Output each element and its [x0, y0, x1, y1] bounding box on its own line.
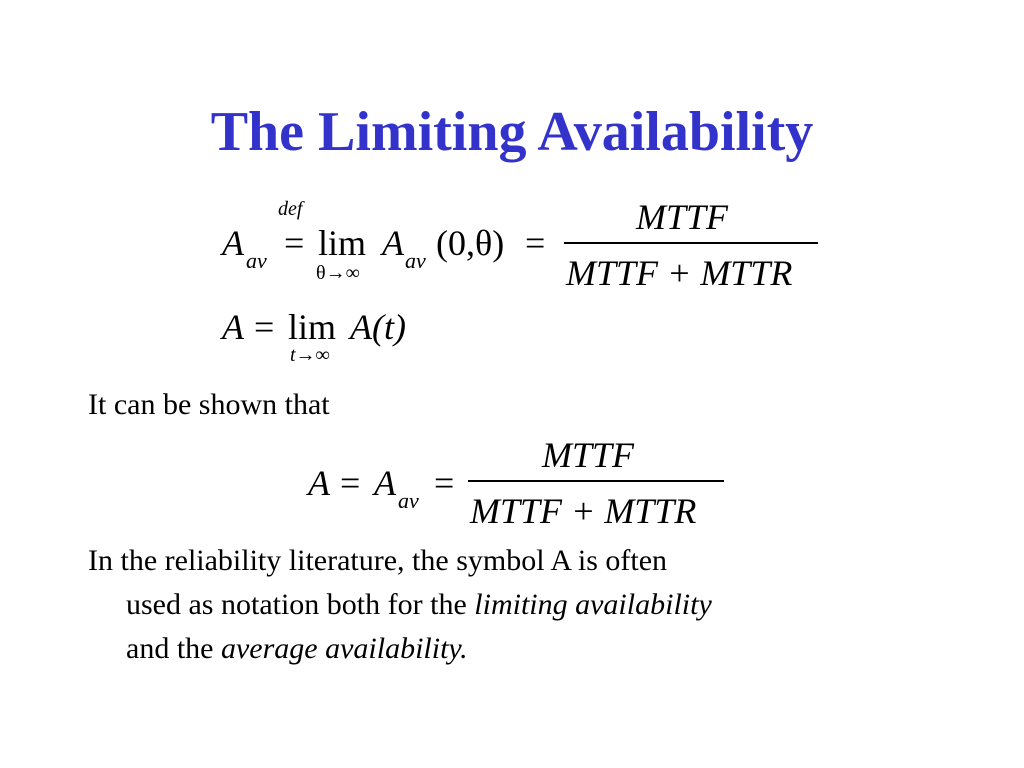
eq3-fraction-bar	[468, 480, 724, 482]
paragraph-line-3-text: and the	[126, 632, 221, 665]
paragraph-line-3	[126, 632, 468, 666]
paragraph-line-1: In the reliability literature, the symbol A is often	[88, 544, 668, 577]
paragraph-line-2-text: used as notation both for the	[126, 588, 475, 621]
eq1-denominator: MTTF + MTTR	[566, 253, 793, 293]
eq1-mid-var: A	[382, 223, 404, 263]
eq1-mid-sub: av	[405, 248, 426, 273]
eq1-numerator: MTTF	[636, 197, 729, 237]
eq2-lim: lim	[288, 307, 337, 347]
eq3-mid-sub: av	[398, 488, 419, 513]
slide-title: The Limiting Availability	[210, 101, 814, 163]
eq3-numerator: MTTF	[542, 435, 635, 475]
eq1-fraction-bar	[564, 242, 818, 244]
eq1-equals2: =	[525, 223, 546, 263]
def-label: def	[278, 198, 303, 220]
eq1-lhs-var: A	[222, 223, 244, 263]
eq3-equals2: =	[434, 463, 455, 503]
eq3-lhs: A	[308, 463, 330, 503]
eq3-equals: =	[340, 463, 361, 503]
paragraph-line-2	[126, 588, 712, 622]
limiting-availability-term: limiting availability	[474, 588, 712, 621]
eq2-equals: =	[254, 307, 275, 347]
eq3-mid-var: A	[374, 463, 396, 503]
eq1-equals: =	[284, 223, 305, 263]
eq1-lim: lim	[318, 223, 367, 263]
eq1-lim-under: θ→∞	[316, 262, 360, 284]
eq1-lhs-sub: av	[246, 248, 267, 273]
eq3-denominator: MTTF + MTTR	[470, 491, 697, 531]
eq2-lim-under: t→∞	[290, 344, 330, 366]
eq2-lhs: A	[222, 307, 244, 347]
eq1-args: (0,θ)	[436, 223, 505, 263]
average-availability-term: average availability.	[220, 632, 468, 665]
intro-text: It can be shown that	[88, 388, 330, 421]
eq2-rhs: A(t)	[350, 307, 406, 347]
